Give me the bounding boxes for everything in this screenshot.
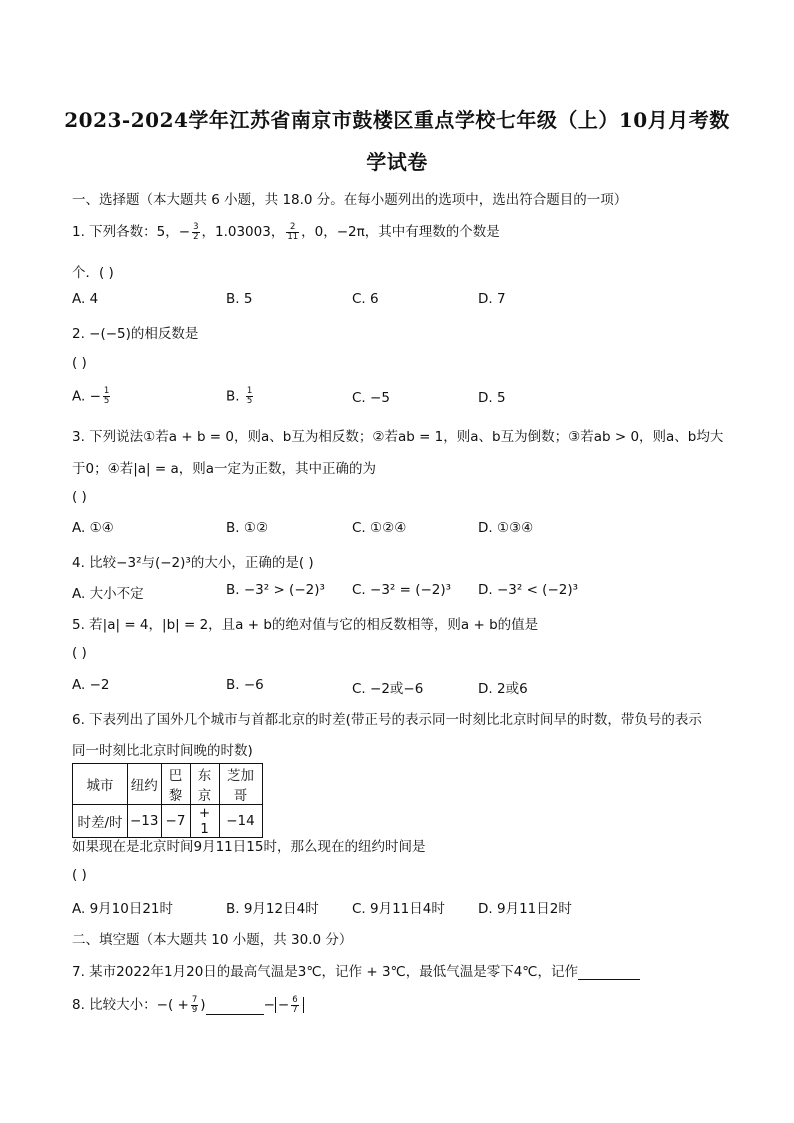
q2-a-den: 5	[103, 396, 110, 406]
q2-a-num: 1	[103, 386, 110, 396]
q4-option-d[interactable]: D. −3² < (−2)³	[478, 582, 579, 598]
exam-title-line1: 2023-2024学年江苏省南京市鼓楼区重点学校七年级（上）10月月考数	[64, 108, 730, 132]
q1-fraction-2	[286, 223, 299, 242]
q2-option-b-fraction	[246, 387, 253, 406]
q2-b-den: 5	[246, 396, 253, 406]
q1-frac2-num: 2	[286, 223, 299, 233]
q6-option-a[interactable]: A. 9月10日21时	[72, 901, 174, 917]
q2-option-a[interactable]	[72, 387, 112, 406]
q8-close-paren: )	[200, 997, 206, 1013]
question-8	[72, 993, 304, 1015]
q3-option-a[interactable]: A. ①④	[72, 520, 114, 536]
q6-option-c[interactable]: C. 9月11日4时	[352, 901, 445, 917]
q1-option-c[interactable]: C. 6	[352, 291, 379, 307]
q4-option-a[interactable]: A. 大小不定	[72, 586, 144, 602]
q6-option-b[interactable]: B. 9月12日4时	[226, 901, 319, 917]
q1-option-d[interactable]: D. 7	[478, 291, 506, 307]
q6-paren: ( )	[72, 867, 87, 883]
table-cell: −14	[219, 805, 262, 838]
q6-question: 如果现在是北京时间9月11日15时，那么现在的纽约时间是	[72, 839, 426, 855]
table-header-row	[73, 764, 263, 805]
table-cell: 时差/时	[73, 805, 128, 838]
table-cell: 城市	[73, 764, 128, 805]
q8-frac1-num: 7	[191, 994, 198, 1005]
q1-option-a[interactable]: A. 4	[72, 291, 99, 307]
table-cell: 芝加哥	[219, 764, 262, 805]
q2-option-a-label: A. −	[72, 388, 101, 405]
q7-answer-blank[interactable]	[578, 965, 640, 980]
q2-b-num: 1	[246, 386, 253, 396]
q8-frac2-den: 7	[292, 1004, 298, 1015]
table-cell: 纽约	[128, 764, 162, 805]
table-cell: + 1	[190, 805, 219, 838]
q2-option-b[interactable]	[226, 387, 255, 406]
q2-option-d[interactable]: D. 5	[478, 390, 506, 406]
table-cell: 东京	[190, 764, 219, 805]
q8-minus: −	[263, 997, 275, 1013]
question-5: 5. 若|a| = 4，|b| = 2，且a + b的绝对值与它的相反数相等，则a + b的值是	[72, 617, 539, 633]
table-cell: −7	[161, 805, 190, 838]
q8-fraction-1	[191, 996, 198, 1015]
section-heading-choice: 一、选择题（本大题共 6 小题，共 18.0 分。在每小题列出的选项中，选出符合题目的一项）	[72, 192, 628, 208]
question-1	[72, 220, 500, 242]
q1-frac1-sign: −	[178, 224, 191, 240]
question-6-line2: 同一时刻比北京时间晚的时数)	[72, 743, 253, 759]
q5-option-c[interactable]: C. −2或−6	[352, 681, 424, 697]
q3-option-c[interactable]: C. ①②④	[352, 520, 407, 536]
question-7	[72, 960, 640, 980]
q5-option-a[interactable]: A. −2	[72, 677, 110, 693]
q8-frac1-den: 9	[191, 1004, 198, 1015]
q8-fraction-2	[291, 996, 298, 1015]
q1-line2: 个．( )	[72, 265, 114, 281]
q2-option-b-label: B.	[226, 388, 244, 405]
question-3-line1: 3. 下列说法①若a + b = 0，则a、b互为相反数；②若ab = 1，则a、b互为倒数；③若ab > 0，则a、b均大	[72, 429, 724, 445]
table-cell: −13	[128, 805, 162, 838]
table-cell: 巴黎	[161, 764, 190, 805]
table-row	[73, 805, 263, 838]
question-2: 2. −(−5)的相反数是	[72, 326, 199, 342]
q5-option-b[interactable]: B. −6	[226, 677, 264, 693]
q2-option-a-fraction	[103, 387, 110, 406]
q8-frac2-num: 6	[292, 994, 298, 1005]
q5-option-d[interactable]: D. 2或6	[478, 681, 528, 697]
question-4: 4. 比较−3²与(−2)³的大小，正确的是( )	[72, 555, 314, 571]
q1-fraction-1	[192, 223, 199, 242]
q1-frac1-den: 2	[193, 231, 199, 242]
q4-option-c[interactable]: C. −3² = (−2)³	[352, 582, 452, 598]
q8-abs-sign: −	[277, 997, 290, 1013]
q1-option-b[interactable]: B. 5	[226, 291, 253, 307]
q3-paren: ( )	[72, 489, 87, 505]
q2-option-c[interactable]: C. −5	[352, 390, 390, 406]
q1-text-mid: ，1.03003，	[201, 224, 285, 240]
q3-option-b[interactable]: B. ①②	[226, 520, 269, 536]
q4-option-b[interactable]: B. −3² > (−2)³	[226, 582, 325, 598]
question-6-line1: 6. 下表列出了国外几个城市与首都北京的时差(带正号的表示同一时刻比北京时间早的时数，带负号的表示	[72, 712, 702, 728]
q8-answer-blank[interactable]	[206, 1000, 264, 1015]
q3-option-d[interactable]: D. ①③④	[478, 520, 534, 536]
q8-absolute-value	[275, 994, 304, 1015]
q8-text-pre: 8. 比较大小：−( +	[72, 997, 189, 1013]
section-heading-fill: 二、填空题（本大题共 10 小题，共 30.0 分）	[72, 932, 353, 948]
q5-paren: ( )	[72, 645, 87, 661]
question-3-line2: 于0；④若|a| = a，则a一定为正数，其中正确的为	[72, 461, 376, 477]
q1-text-pre: 1. 下列各数：5，	[72, 224, 179, 240]
q2-paren: ( )	[72, 355, 87, 371]
q1-text-post: ，0，−2π，其中有理数的个数是	[301, 224, 500, 240]
q7-text: 7. 某市2022年1月20日的最高气温是3℃，记作 + 3℃，最低气温是零下4℃，记作	[72, 964, 578, 980]
q1-frac1-num: 3	[193, 221, 199, 232]
q1-frac2-den: 11	[287, 231, 299, 242]
time-difference-table	[72, 763, 263, 838]
q6-option-d[interactable]: D. 9月11日2时	[478, 901, 572, 917]
exam-title-line2: 学试卷	[366, 150, 428, 174]
